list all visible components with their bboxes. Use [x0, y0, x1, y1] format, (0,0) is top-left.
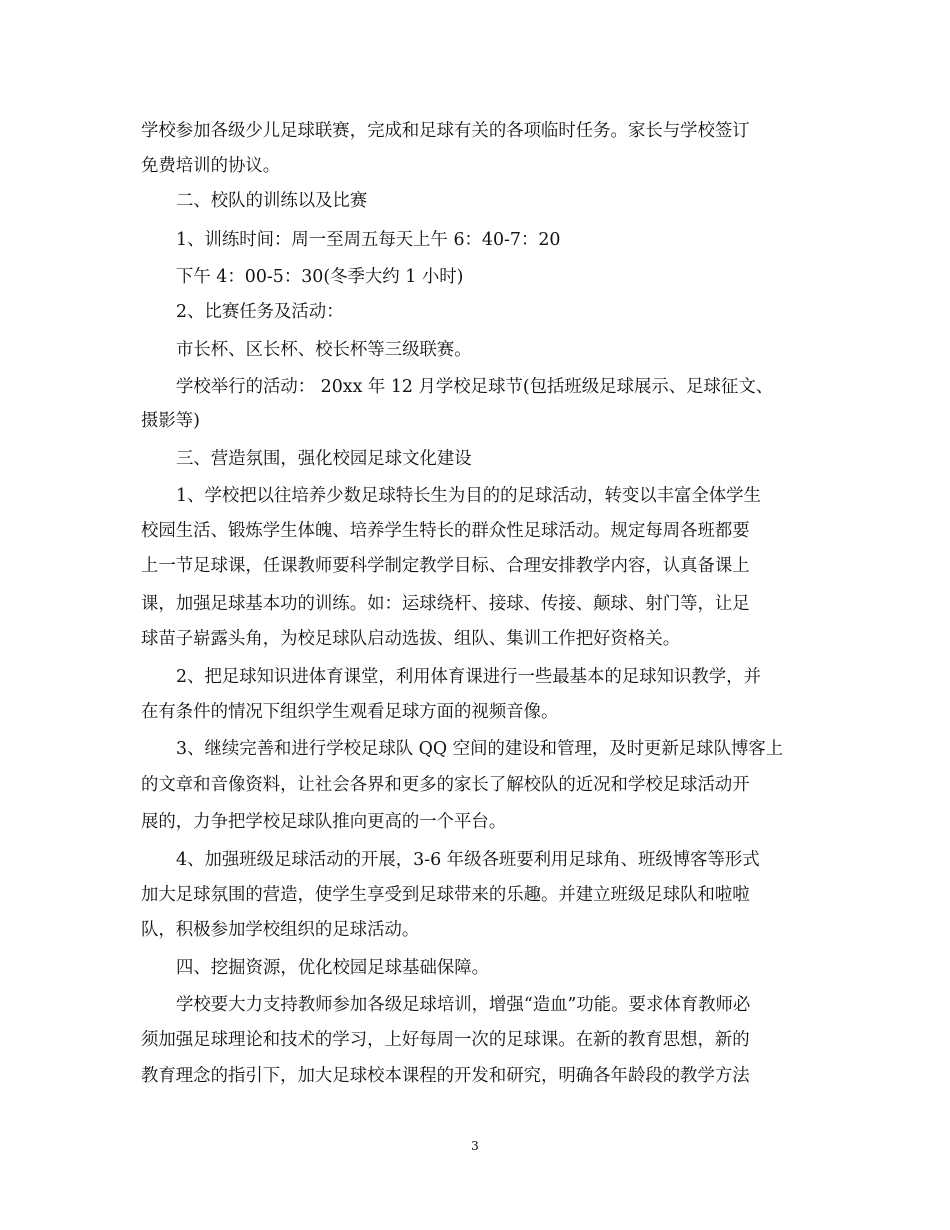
text-line: 上一节足球课，任课教师要科学制定教学目标、合理安排教学内容，认真备课上: [141, 556, 750, 576]
text-line: 1、训练时间：周一至周五每天上午 6：40-7：20: [176, 230, 561, 250]
page-number: 3: [471, 1139, 479, 1153]
text-line: 球苗子崭露头角，为校足球队启动选拔、组队、集训工作把好资格关。: [141, 629, 681, 649]
text-line: 2、把足球知识进体育课堂，利用体育课进行一些最基本的足球知识教学，并: [176, 667, 761, 687]
text-line: 2、比赛任务及活动：: [176, 302, 344, 322]
text-line: 在有条件的情况下组织学生观看足球方面的视频音像。: [141, 702, 559, 722]
text-line: 的文章和音像资料，让社会各界和更多的家长了解校队的近况和学校足球活动开: [141, 775, 750, 795]
text-line: 下午 4：00-5：30(冬季大约 1 小时): [176, 267, 464, 287]
text-line: 教育理念的指引下，加大足球校本课程的开发和研究，明确各年龄段的教学方法: [141, 1066, 750, 1086]
text-line: 学校举行的活动： 20xx 年 12 月学校足球节(包括班级足球展示、足球征文、: [176, 377, 774, 397]
text-line: 学校要大力支持教师参加各级足球培训，增强“造血”功能。要求体育教师必: [176, 995, 751, 1015]
text-line: 须加强足球理论和技术的学习，上好每周一次的足球课。在新的教育思想，新的: [141, 1030, 750, 1050]
section-heading: 三、营造氛围，强化校园足球文化建设: [176, 449, 472, 469]
text-line: 校园生活、锻炼学生体魄、培养学生特长的群众性足球活动。规定每周各班都要: [141, 521, 750, 541]
text-line: 展的，力争把学校足球队推向更高的一个平台。: [141, 812, 507, 832]
text-line: 摄影等): [141, 411, 200, 431]
text-line: 4、加强班级足球活动的开展，3-6 年级各班要利用足球角、班级博客等形式: [176, 850, 760, 870]
text-line: 1、学校把以往培养少数足球特长生为目的的足球活动，转变以丰富全体学生: [176, 486, 761, 506]
text-line: 学校参加各级少儿足球联赛，完成和足球有关的各项临时任务。家长与学校签订: [141, 121, 750, 141]
text-line: 市长杯、区长杯、校长杯等三级联赛。: [176, 340, 472, 360]
text-line: 队，积极参加学校组织的足球活动。: [141, 920, 420, 940]
text-line: 3、继续完善和进行学校足球队 QQ 空间的建设和管理，及时更新足球队博客上: [176, 739, 784, 759]
text-line: 免费培训的协议。: [141, 156, 281, 176]
section-heading: 四、挖掘资源，优化校园足球基础保障。: [176, 958, 490, 978]
text-line: 加大足球氛围的营造，使学生享受到足球带来的乐趣。并建立班级足球队和啦啦: [141, 885, 750, 905]
text-line: 课，加强足球基本功的训练。如：运球绕杆、接球、传接、颠球、射门等，让足: [141, 594, 750, 614]
section-heading: 二、校队的训练以及比赛: [176, 191, 368, 211]
